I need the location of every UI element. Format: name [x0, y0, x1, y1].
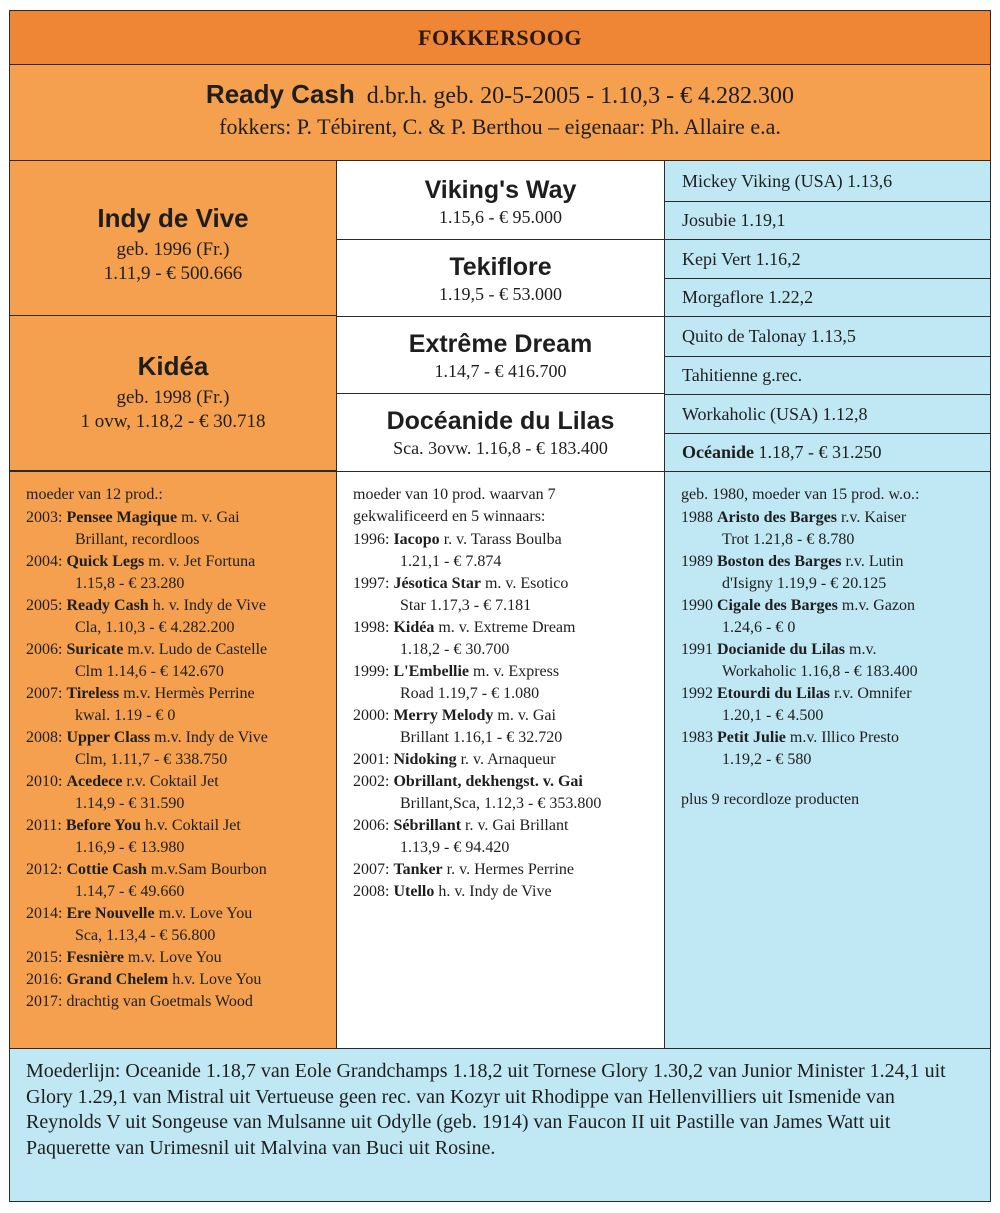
offspring-entry: [353, 573, 656, 617]
offspring-name: Petit Julie: [717, 729, 786, 746]
offspring-line: [353, 617, 656, 639]
offspring-year: 2005:: [26, 597, 63, 614]
dam-cell: [9, 315, 337, 471]
offspring-line: [26, 551, 328, 573]
offspring-entry: [353, 705, 656, 749]
header-line-1: [10, 79, 990, 110]
offspring-record: 1.14,7 - € 49.660: [75, 883, 185, 900]
great-grandparent-cell: [664, 160, 991, 202]
offspring-year: 2016:: [26, 971, 63, 988]
offspring-line: [681, 639, 982, 661]
offspring-name: Boston des Barges: [717, 553, 842, 570]
great-grandparent-label: Morgaflore 1.22,2: [682, 287, 814, 307]
offspring-info: m. v. Esotico: [480, 575, 569, 592]
offspring-year: 2008:: [26, 729, 63, 746]
offspring-year: 2008:: [353, 883, 390, 900]
great-grandparent-record: 1.18,7 - € 31.250: [754, 442, 882, 462]
offspring-line: [353, 749, 656, 771]
offspring-entry: [26, 815, 328, 859]
offspring-year: 1989: [681, 553, 713, 570]
offspring-entry: [26, 771, 328, 815]
offspring-name: Docianide du Lilas: [717, 641, 846, 658]
sire-name: Indy de Vive: [97, 203, 249, 233]
offspring-name: Sébrillant: [393, 817, 462, 834]
offspring-record: 1.14,9 - € 31.590: [75, 795, 185, 812]
title-text: FOKKERSOOG: [418, 24, 582, 50]
offspring-line: [26, 859, 328, 881]
grandparent-name: Extrême Dream: [408, 330, 593, 358]
offspring-name: Kidéa: [393, 619, 435, 636]
offspring-info: m. v. Jet Fortuna: [144, 553, 256, 570]
offspring-record: Brillant 1.16,1 - € 32.720: [400, 729, 563, 746]
great-grandparent-cell: [664, 356, 991, 395]
grandparent-record: 1.14,7 - € 416.700: [434, 361, 567, 381]
offspring-entry: [681, 551, 982, 595]
sire-line-1: geb. 1996 (Fr.): [116, 239, 230, 260]
offspring-name: Tireless: [66, 685, 120, 702]
offspring-year: 1992: [681, 685, 713, 702]
offspring-year: 2004:: [26, 553, 63, 570]
offspring-column-dam: [9, 471, 337, 1049]
offspring-name: Iacopo: [393, 531, 440, 548]
offspring-record: Workaholic 1.16,8 - € 183.400: [722, 663, 918, 680]
great-grandparent-cell: [664, 201, 991, 240]
offspring-info: m.v. Love You: [154, 905, 253, 922]
offspring-year: 2011:: [26, 817, 62, 834]
offspring-year: 1988: [681, 509, 713, 526]
offspring-entry: [26, 507, 328, 551]
dam-line-1: geb. 1998 (Fr.): [116, 387, 230, 408]
offspring-info: r.v. Lutin: [841, 553, 904, 570]
offspring-info: , dekhengst. v. Gai: [457, 773, 583, 790]
offspring-name: Cottie Cash: [66, 861, 147, 878]
offspring-line: [681, 551, 982, 573]
offspring-line: [26, 969, 328, 991]
offspring-info: m.v. Indy de Vive: [150, 729, 268, 746]
offspring-name: Acedece: [66, 773, 123, 790]
offspring-info: r. v. Hermes Perrine: [442, 861, 575, 878]
offspring-entry: [26, 969, 328, 991]
offspring-line: [26, 507, 328, 529]
offspring-year: 2000:: [353, 707, 390, 724]
offspring-info: m.v. Gazon: [837, 597, 916, 614]
offspring-entry: [353, 617, 656, 661]
offspring-record: Clm 1.14,6 - € 142.670: [75, 663, 224, 680]
offspring-year: 2012:: [26, 861, 63, 878]
damline-footer: [9, 1048, 991, 1202]
offspring-column-great-granddam: [664, 471, 991, 1049]
offspring-line: [681, 727, 982, 749]
sire-cell: [9, 160, 337, 316]
offspring-record: 1.16,9 - € 13.980: [75, 839, 185, 856]
offspring-year: 1999:: [353, 663, 390, 680]
offspring-name: Cigale des Barges: [717, 597, 838, 614]
offspring-line: [353, 529, 656, 551]
offspring-entry: [353, 859, 656, 881]
offspring-entry: [26, 595, 328, 639]
great-grandparent-label: Kepi Vert 1.16,2: [682, 248, 801, 269]
offspring-info: m. v. Gai: [177, 509, 240, 526]
offspring-year: 1998:: [353, 619, 390, 636]
offspring-entry: [353, 661, 656, 705]
header-line-2: fokkers: P. Tébirent, C. & P. Berthou – eigenaar: Ph. Allaire e.a.: [219, 114, 781, 139]
offspring-name: Grand Chelem: [66, 971, 169, 988]
grandparent-cell: [336, 160, 665, 240]
offspring-line: [681, 595, 982, 617]
offspring-name: Fesnière: [66, 949, 124, 966]
offspring-info: r.v. Coktail Jet: [122, 773, 219, 790]
offspring-record: 1.20,1 - € 4.500: [722, 707, 824, 724]
offspring-info: m.v.: [845, 641, 877, 658]
offspring-record: Cla, 1.10,3 - € 4.282.200: [75, 619, 235, 636]
offspring-entry: [26, 903, 328, 947]
offspring-column-granddam: [336, 471, 665, 1049]
offspring-line: [681, 507, 982, 529]
offspring-name: Upper Class: [66, 729, 151, 746]
offspring-name: Pensee Magique: [66, 509, 178, 526]
offspring-year: 2010:: [26, 773, 63, 790]
offspring-entry: [681, 507, 982, 551]
offspring-record: 1.18,2 - € 30.700: [400, 641, 510, 658]
great-grandparent-label: Tahitienne g.rec.: [682, 365, 803, 385]
offspring-year: 1991: [681, 641, 713, 658]
grandparent-cell: [336, 239, 665, 317]
offspring-year: 2015:: [26, 949, 63, 966]
offspring-info: m. v. Express: [469, 663, 560, 680]
offspring-entry: [681, 595, 982, 639]
sire-line-2: 1.11,9 - € 500.666: [103, 263, 243, 284]
offspring-info: m.v. Love You: [123, 949, 222, 966]
offspring-line: [681, 683, 982, 705]
great-grandparent-cell: [664, 433, 991, 472]
offspring-year: 2003:: [26, 509, 63, 526]
offspring-line: [26, 595, 328, 617]
column-outro: plus 9 recordloze producten: [681, 791, 860, 808]
grandparent-name: Docéanide du Lilas: [386, 407, 615, 435]
offspring-entry: [353, 881, 656, 903]
offspring-line: [26, 771, 328, 793]
horse-header: [9, 64, 991, 161]
offspring-info: h. v. Indy de Vive: [434, 883, 552, 900]
offspring-record: Brillant,Sca, 1.12,3 - € 353.800: [400, 795, 602, 812]
offspring-year: 2014:: [26, 905, 63, 922]
offspring-year: 1996:: [353, 531, 390, 548]
offspring-record: 1.21,1 - € 7.874: [400, 553, 502, 570]
great-grandparent-name: Océanide: [682, 442, 754, 462]
offspring-name: Aristo des Barges: [717, 509, 837, 526]
damline-text: Moederlijn: Oceanide 1.18,7 van Eole Grandchamps 1.18,2 uit Tornese Glory 1.30,2 van Junior Minister 1.24,1 uit Glory 1.29,1 van Mistral uit Vertueuse geen rec. van Kozyr uit Rhodippe van Hellenvilliers uit Ismenide van Reynolds V uit Songeuse van Mulsanne uit Odylle (geb. 1914) van Faucon II uit Pastille van James Watt uit Paquerette van Urimesnil uit Malvina van Buci uit Rosine.: [26, 1060, 946, 1159]
offspring-info: r. v. Arnaqueur: [456, 751, 556, 768]
great-grandparent-cell: [664, 394, 991, 434]
grandparent-cell: [336, 393, 665, 472]
offspring-line: [26, 947, 328, 969]
column-intro: geb. 1980, moeder van 15 prod. w.o.:: [681, 486, 920, 503]
offspring-line: [26, 727, 328, 749]
grandparent-record: 1.15,6 - € 95.000: [439, 207, 562, 227]
offspring-name: Ere Nouvelle: [66, 905, 155, 922]
offspring-record: 1.15,8 - € 23.280: [75, 575, 185, 592]
offspring-line: [26, 991, 328, 1013]
offspring-entry: [26, 859, 328, 903]
offspring-info: h.v. Love You: [168, 971, 262, 988]
grandparent-record: Sca. 3ovw. 1.16,8 - € 183.400: [393, 438, 608, 458]
column-intro: moeder van 12 prod.:: [26, 486, 163, 503]
offspring-year: 1983: [681, 729, 713, 746]
offspring-entry: [353, 529, 656, 573]
grandparent-record: 1.19,5 - € 53.000: [439, 284, 562, 304]
great-grandparent-label: Josubie 1.19,1: [682, 210, 786, 230]
offspring-name: L'Embellie: [393, 663, 470, 680]
offspring-info: m.v.Sam Bourbon: [146, 861, 267, 878]
offspring-name: Ready Cash: [66, 597, 149, 614]
offspring-entry: [681, 727, 982, 771]
offspring-line: [353, 859, 656, 881]
great-grandparent-cell: [664, 278, 991, 317]
offspring-name: Nidoking: [393, 751, 457, 768]
offspring-year: 2006:: [26, 641, 63, 658]
great-grandparent-cell: [664, 316, 991, 357]
offspring-line: [26, 815, 328, 837]
offspring-year: 1997:: [353, 575, 390, 592]
offspring-year: 2007:: [353, 861, 390, 878]
offspring-entry: [26, 639, 328, 683]
offspring-name: Utello: [393, 883, 435, 900]
offspring-info: m. v. Extreme Dream: [434, 619, 576, 636]
great-grandparent-label: Workaholic (USA) 1.12,8: [682, 403, 868, 424]
offspring-name: Before You: [65, 817, 141, 834]
page-title: [9, 10, 991, 65]
offspring-name: Obrillant: [393, 773, 458, 790]
great-grandparent-cell: [664, 239, 991, 279]
offspring-entry: [26, 947, 328, 969]
horse-name: Ready Cash: [205, 79, 355, 109]
offspring-name: Merry Melody: [393, 707, 494, 724]
offspring-entry: [353, 749, 656, 771]
offspring-line: [353, 815, 656, 837]
grandparent-name: Tekiflore: [449, 253, 552, 281]
offspring-year: 2006:: [353, 817, 390, 834]
offspring-record: kwal. 1.19 - € 0: [75, 707, 176, 724]
dam-line-2: 1 ovw, 1.18,2 - € 30.718: [80, 411, 266, 432]
offspring-entry: [681, 683, 982, 727]
offspring-entry: [681, 639, 982, 683]
offspring-info: m.v. Illico Presto: [785, 729, 900, 746]
horse-details: d.br.h. geb. 20-5-2005 - 1.10,3 - € 4.282.300: [366, 83, 795, 109]
offspring-line: [353, 771, 656, 793]
offspring-info: r. v. Tarass Boulba: [439, 531, 562, 548]
offspring-record: Clm, 1.11,7 - € 338.750: [75, 751, 228, 768]
offspring-record: Star 1.17,3 - € 7.181: [400, 597, 532, 614]
offspring-record: 1.13,9 - € 94.420: [400, 839, 510, 856]
offspring-name: Etourdi du Lilas: [717, 685, 830, 702]
offspring-year: 2002:: [353, 773, 390, 790]
offspring-year: 2017:: [26, 993, 63, 1010]
offspring-record: Brillant, recordloos: [75, 531, 200, 548]
offspring-line: [353, 573, 656, 595]
offspring-name: Suricate: [66, 641, 124, 658]
offspring-entry: [26, 727, 328, 771]
offspring-year: 1990: [681, 597, 713, 614]
offspring-info: m. v. Gai: [493, 707, 556, 724]
offspring-info: m.v. Ludo de Castelle: [123, 641, 268, 658]
offspring-info: r.v. Omnifer: [829, 685, 912, 702]
offspring-info: r.v. Kaiser: [836, 509, 907, 526]
offspring-line: [353, 705, 656, 727]
offspring-name: Tanker: [393, 861, 443, 878]
offspring-entry: [353, 815, 656, 859]
great-grandparent-label: Mickey Viking (USA) 1.13,6: [682, 170, 893, 191]
offspring-entry: [26, 551, 328, 595]
offspring-info: m.v. Hermès Perrine: [119, 685, 255, 702]
great-grandparent-label: Quito de Talonay 1.13,5: [682, 326, 856, 346]
offspring-entry: [353, 771, 656, 815]
offspring-info: h. v. Indy de Vive: [148, 597, 266, 614]
offspring-record: d'Isigny 1.19,9 - € 20.125: [722, 575, 887, 592]
offspring-entry: [26, 683, 328, 727]
offspring-entry: [26, 991, 328, 1013]
column-intro: gekwalificeerd en 5 winnaars:: [353, 508, 546, 525]
offspring-info: drachtig van Goetmals Wood: [66, 993, 253, 1010]
offspring-name: Jésotica Star: [393, 575, 481, 592]
offspring-record: 1.24,6 - € 0: [722, 619, 796, 636]
offspring-line: [353, 661, 656, 683]
grandparent-cell: [336, 316, 665, 394]
offspring-year: 2007:: [26, 685, 63, 702]
grandparent-name: Viking's Way: [424, 176, 577, 204]
great-grandparent-label: [682, 442, 882, 463]
column-intro: moeder van 10 prod. waarvan 7: [353, 486, 556, 503]
offspring-line: [26, 903, 328, 925]
offspring-record: Trot 1.21,8 - € 8.780: [722, 531, 855, 548]
offspring-line: [26, 639, 328, 661]
dam-name: Kidéa: [137, 351, 209, 381]
offspring-record: 1.19,2 - € 580: [722, 751, 812, 768]
offspring-line: [353, 881, 656, 903]
offspring-info: r. v. Gai Brillant: [461, 817, 569, 834]
offspring-record: Sca, 1.13,4 - € 56.800: [75, 927, 216, 944]
offspring-line: [26, 683, 328, 705]
offspring-record: Road 1.19,7 - € 1.080: [400, 685, 540, 702]
offspring-info: h.v. Coktail Jet: [140, 817, 241, 834]
offspring-name: Quick Legs: [66, 553, 145, 570]
offspring-year: 2001:: [353, 751, 390, 768]
